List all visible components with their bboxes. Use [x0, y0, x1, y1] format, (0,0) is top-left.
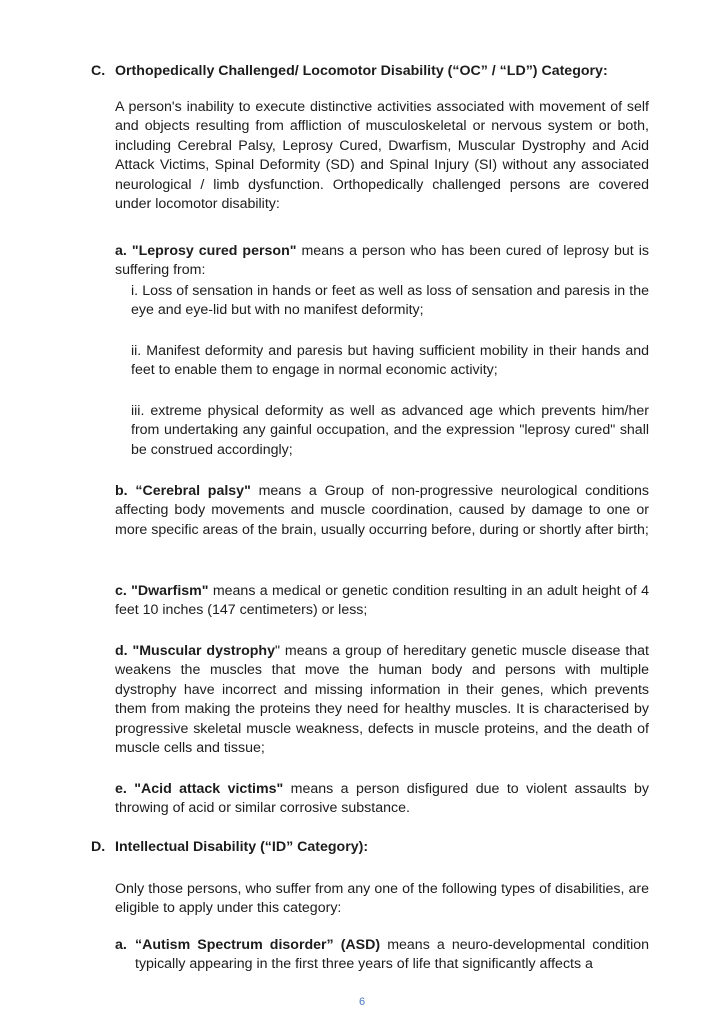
item-c-a-ii: ii. Manifest deformity and paresis but having sufficient mobility in their hands and feet to enable them to engage in normal economic activity;: [131, 343, 649, 379]
item-c-b-term: b. “Cerebral palsy": [115, 483, 251, 499]
item-c-a-i: i. Loss of sensation in hands or feet as well as loss of sensation and paresis in the eye and eye-lid but with no manifest deformity;: [131, 283, 649, 319]
item-c-a-term: a. "Leprosy cured person": [115, 243, 297, 259]
section-d-title: Intellectual Disability (“ID” Category):: [115, 839, 369, 855]
page-number: 6: [358, 996, 366, 1008]
item-c-d-term: d. "Muscular dystrophy: [115, 643, 275, 659]
section-d-intro: Only those persons, who suffer from any one of the following types of disabilities, are eligible to apply under this category:: [115, 881, 649, 917]
section-c-intro: A person's inability to execute distinctive activities associated with movement of self and objects resulting from affliction of musculoskeletal or nervous system or both, including Cerebral Palsy, Leprosy Cured, Dwarfism, Muscular Dystrophy and Acid Attack Victims, Spinal Deformity (SD) and Spinal Injury (SI) without any associated neurological / limb dysfunction. Orthopedically challenged persons are covered under locomotor disability:: [115, 99, 649, 213]
section-c-title: Orthopedically Challenged/ Locomotor Disability (“OC” / “LD”) Category:: [115, 63, 608, 79]
section-c-letter: C.: [91, 63, 106, 79]
item-c-e: [115, 780, 649, 819]
item-d-a: [115, 936, 649, 975]
item-c-e-term: e. "Acid attack victims": [115, 781, 284, 797]
item-c-e-text: means a person disfigured due to violent assaults by throwing of acid or similar corrosive substance.: [115, 781, 650, 817]
item-c-c-text: means a medical or genetic condition resulting in an adult height of 4 feet 10 inches (147 centimeters) or less;: [115, 583, 650, 619]
item-c-c: [115, 582, 649, 621]
section-d-letter: D.: [91, 839, 106, 855]
item-d-a-term: “Autism Spectrum disorder” (ASD): [135, 937, 381, 953]
item-d-a-text: means a neuro-developmental condition typically appearing in the first three years of life that significantly affects a: [135, 937, 650, 973]
item-c-a: [115, 242, 649, 281]
item-d-a-body: [135, 936, 649, 975]
item-d-a-label: a.: [115, 937, 127, 953]
section-c-heading: [91, 62, 608, 81]
item-c-c-term: c. "Dwarfism": [115, 583, 209, 599]
section-d-heading: [91, 838, 368, 857]
item-c-d: [115, 642, 649, 758]
item-c-a-text: means a person who has been cured of leprosy but is suffering from:: [115, 243, 649, 279]
item-c-a-iii: iii. extreme physical deformity as well as advanced age which prevents him/her from undertaking any gainful occupation, and the expression "leprosy cured" shall be construed accordingly;: [131, 403, 649, 458]
item-c-d-text: " means a group of hereditary genetic muscle disease that weakens the muscles that move the human body and persons with multiple dystrophy have incorrect and missing information in their genes, which prevents them from making the proteins they need for healthy muscles. It is characterised by progressive skeletal muscle weakness, defects in muscle proteins, and the death of muscle cells and tissue;: [115, 643, 649, 757]
item-c-b-text: means a Group of non-progressive neurological conditions affecting body movements and muscle coordination, caused by damage to one or more specific areas of the brain, usually occurring before, during or shortly after birth;: [115, 483, 650, 538]
item-c-b: [115, 482, 649, 540]
